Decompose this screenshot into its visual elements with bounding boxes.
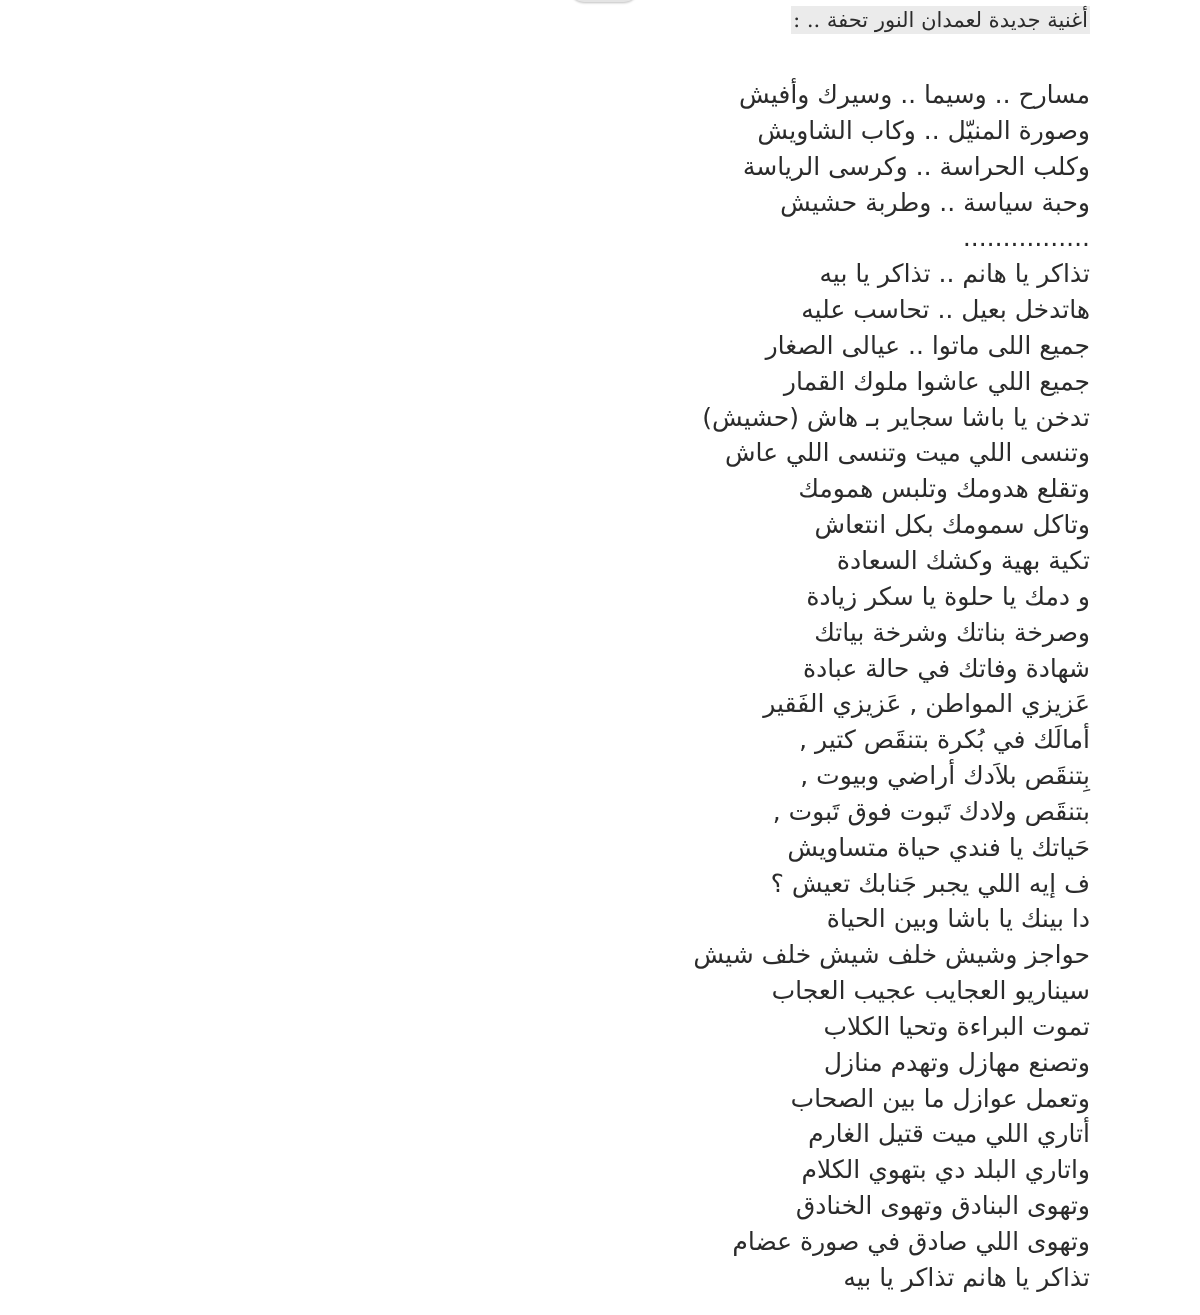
poem-line: جميع اللي عاشوا ملوك القمار [783, 366, 1090, 396]
poem-line: ف إيه اللي يجبر جَنابك تعيش ؟ [770, 868, 1090, 898]
poem-line: تذاكر يا هانم .. تذاكر يا بيه [819, 259, 1090, 289]
poem-line: وصورة المنيّل .. وكاب الشاويش [757, 115, 1090, 145]
poem-line: وتهوى اللي صادق في صورة عضام [732, 1227, 1090, 1256]
poem-line: وكلب الحراسة .. وكرسى الرياسة [742, 151, 1090, 181]
poem-line: عَزيزي المواطن , عَزيزي الفَقير [763, 689, 1090, 719]
poem-line: تذاكر يا هانم تذاكر يا بيه [843, 1262, 1090, 1292]
poem-line: حَياتك يا فندي حياة متساويش [787, 832, 1090, 862]
poem-separator: ................ [962, 223, 1090, 253]
poem-line: بتنقَص ولادك تَبوت فوق تَبوت , [772, 796, 1090, 826]
poem-line: وحبة سياسة .. وطربة حشيش [780, 187, 1090, 217]
poem-line: و دمك يا حلوة يا سكر زيادة [806, 581, 1090, 611]
poem-line: وتنسى اللي ميت وتنسى اللي عاش [724, 438, 1090, 468]
poem-line: وتصنع مهازل وتهدم منازل [823, 1047, 1090, 1077]
poem-line: شهادة وفاتك في حالة عبادة [803, 653, 1090, 683]
poem-line: جميع اللى ماتوا .. عيالى الصغار [765, 330, 1090, 360]
poem-line: دا بينك يا باشا وبين الحياة [826, 904, 1090, 934]
poem-line: وتاكل سمومك بكل انتعاش [814, 510, 1090, 540]
document-title: أغنية جديدة لعمدان النور تحفة .. : [793, 8, 1088, 32]
poem-line: هاتدخل بعيل .. تحاسب عليه [801, 295, 1090, 325]
poem-line: سيناريو العجايب عجيب العجاب [771, 976, 1090, 1006]
poem-line: واتاري البلد دي بتهوي الكلام [801, 1155, 1090, 1185]
poem-line: وصرخة بناتك وشرخة بياتك [814, 617, 1090, 647]
document-body [190, 6, 1090, 1296]
poem-line: تدخن يا باشا سجاير بـ هاش (حشيش) [702, 402, 1090, 432]
poem-line: حواجز وشيش خلف شيش خلف شيش [693, 940, 1090, 970]
poem-line: أمالَك في بُكرة بتنقَص كتير , [799, 725, 1090, 755]
poem-line: أتاري اللي ميت قتيل الغارم [808, 1119, 1090, 1149]
poem-line: تموت البراءة وتحيا الكلاب [823, 1011, 1090, 1041]
poem-line: وتهوى البنادق وتهوى الخنادق [795, 1191, 1090, 1221]
window-tab-handle [570, 0, 638, 2]
poem-line: مسارح .. وسيما .. وسيرك وأفيش [738, 80, 1090, 109]
poem-line: وتعمل عوازل ما بين الصحاب [790, 1083, 1090, 1113]
poem-line: بِتنقَص بلاَدك أراضي وبيوت , [800, 761, 1090, 791]
poem-lines [190, 77, 1090, 1296]
poem-line: تكية بهية وكشك السعادة [836, 545, 1090, 575]
poem-line: وتقلع هدومك وتلبس همومك [798, 474, 1090, 504]
